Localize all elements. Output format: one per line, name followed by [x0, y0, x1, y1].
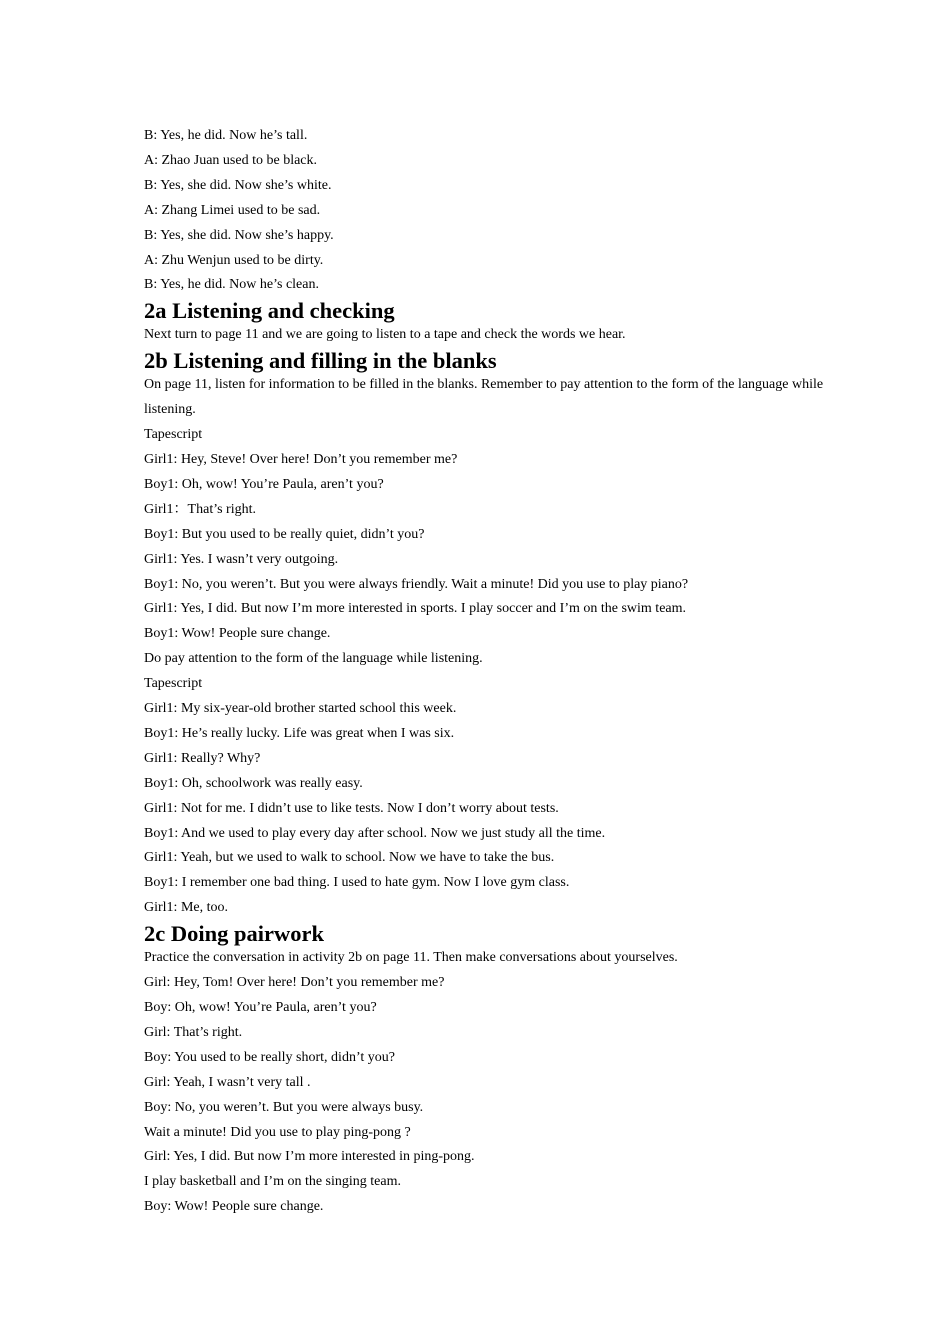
text-line: A: Zhu Wenjun used to be dirty.	[144, 252, 324, 268]
text-line: A: Zhang Limei used to be sad.	[144, 202, 321, 218]
text-line: Girl1: Yes. I wasn’t very outgoing.	[144, 551, 339, 567]
text-line: Girl1: Yes, I did. But now I’m more interested in sports. I play soccer and I’m on the swim team.	[144, 601, 687, 617]
text-line: B: Yes, she did. Now she’s white.	[144, 177, 332, 193]
document-page	[144, 124, 824, 1220]
text-line: Wait a minute! Did you use to play ping-pong ?	[144, 1124, 411, 1140]
text-line: B: Yes, he did. Now he’s clean.	[144, 277, 319, 293]
text-line: Girl1: Me, too.	[144, 900, 228, 916]
text-line: Boy1: No, you weren’t. But you were always friendly. Wait a minute! Did you use to play piano?	[144, 576, 689, 592]
text-line: Boy: Oh, wow! You’re Paula, aren’t you?	[144, 1000, 377, 1015]
text-line: Boy1: And we used to play every day after school. Now we just study all the time.	[144, 825, 606, 841]
text-line: Boy1: I remember one bad thing. I used to hate gym. Now I love gym class.	[144, 875, 570, 891]
text-line: Girl: That’s right.	[144, 1024, 243, 1040]
text-line: Girl1: My six-year-old brother started school this week.	[144, 701, 457, 717]
text-line: Girl1: Really? Why?	[144, 750, 261, 766]
text-line: Girl1: Not for me. I didn’t use to like tests. Now I don’t worry about tests.	[144, 800, 559, 816]
section-heading-2a: 2a Listening and checking	[144, 298, 395, 324]
text-line: Girl: Yes, I did. But now I’m more interested in ping-pong.	[144, 1149, 475, 1165]
section-heading-2b: 2b Listening and filling in the blanks	[144, 348, 497, 374]
text-line: Girl: Hey, Tom! Over here! Don’t you remember me?	[144, 975, 445, 991]
text-line: B: Yes, she did. Now she’s happy.	[144, 227, 334, 243]
text-line: Next turn to page 11 and we are going to listen to a tape and check the words we hear.	[144, 327, 626, 343]
instruction-paragraph: On page 11, listen for information to be filled in the blanks. Remember to pay attention to the form of the language while listening.	[144, 377, 824, 418]
text-line: Girl1：That’s right.	[144, 501, 256, 517]
text-line: Boy1: But you used to be really quiet, didn’t you?	[144, 526, 425, 542]
text-line: Boy: No, you weren’t. But you were always busy.	[144, 1099, 424, 1115]
text-line: Tapescript	[144, 676, 203, 692]
text-line: I play basketball and I’m on the singing team.	[144, 1174, 401, 1190]
text-line: Girl: Yeah, I wasn’t very tall .	[144, 1074, 311, 1090]
text-line: Boy1: Wow! People sure change.	[144, 626, 331, 642]
text-line: Boy1: He’s really lucky. Life was great when I was six.	[144, 725, 455, 741]
text-line: Boy: Wow! People sure change.	[144, 1199, 324, 1215]
text-line: Boy: You used to be really short, didn’t you?	[144, 1049, 395, 1065]
text-line: Boy1: Oh, wow! You’re Paula, aren’t you?	[144, 476, 384, 492]
text-line: A: Zhao Juan used to be black.	[144, 152, 318, 168]
text-line: Boy1: Oh, schoolwork was really easy.	[144, 775, 363, 791]
text-line: Tapescript	[144, 427, 203, 443]
text-line: Girl1: Yeah, but we used to walk to school. Now we have to take the bus.	[144, 850, 555, 866]
text-line: Do pay attention to the form of the language while listening.	[144, 651, 483, 667]
text-line: B: Yes, he did. Now he’s tall.	[144, 128, 308, 143]
text-line: Girl1: Hey, Steve! Over here! Don’t you remember me?	[144, 451, 458, 467]
text-line: Practice the conversation in activity 2b on page 11. Then make conversations about yourselves.	[144, 950, 678, 966]
section-heading-2c: 2c Doing pairwork	[144, 921, 324, 947]
